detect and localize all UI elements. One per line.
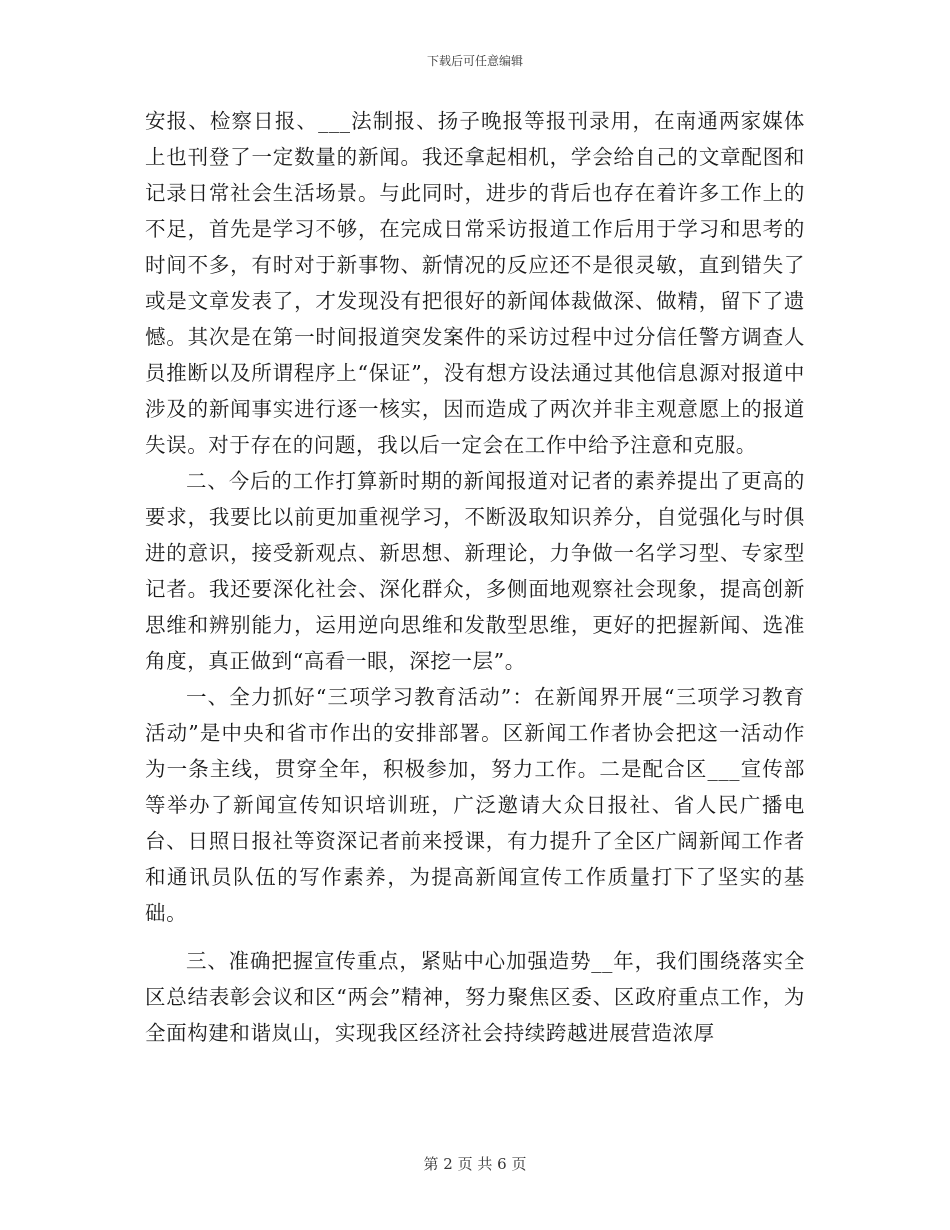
paragraph-3: 一、全力抓好“三项学习教育活动”：在新闻界开展“三项学习教育活动”是中央和省市作出的安排部署。区新闻工作者协会把这一活动作为一条主线，贯穿全年，积极参加，努力工作。二是配合区___宣传部等举办了新闻宣传知识培训班，广泛邀请大众日报社、省人民广播电台、日照日报社等资深记者前来授课，有力提升了全区广阔新闻工作者和通讯员队伍的写作素养，为提高新闻宣传工作质量打下了坚实的基础。 xyxy=(145,685,805,925)
page-number: 第 2 页 共 6 页 xyxy=(423,1155,527,1173)
paragraph-4: 三、准确把握宣传重点，紧贴中心加强造势__年，我们围绕落实全区总结表彰会议和区“两会”精神，努力聚焦区委、区政府重点工作，为全面构建和谐岚山，实现我区经济社会持续跨越进展营造浓厚 xyxy=(145,949,805,1045)
paragraph-1: 安报、检察日报、___法制报、扬子晚报等报刊录用，在南通两家媒体上也刊登了一定数量的新闻。我还拿起相机，学会给自己的文章配图和记录日常社会生活场景。与此同时，进步的背后也存在着许多工作上的不足，首先是学习不够，在完成日常采访报道工作后用于学习和思考的时间不多，有时对于新事物、新情况的反应还不是很灵敏，直到错失了或是文章发表了，才发现没有把很好的新闻体裁做深、做精，留下了遗憾。其次是在第一时间报道突发案件的采访过程中过分信任警方调查人员推断以及所谓程序上“保证”，没有想方设法通过其他信息源对报道中涉及的新闻事实进行逐一核实，因而造成了两次并非主观意愿上的报道失误。对于存在的问题，我以后一定会在工作中给予注意和克服。 xyxy=(145,109,805,457)
page-header: 下载后可任意编辑 xyxy=(426,54,523,68)
document-body xyxy=(145,103,805,1051)
paragraph-2: 二、今后的工作打算新时期的新闻报道对记者的素养提出了更高的要求，我要比以前更加重视学习，不断汲取知识养分，自觉强化与时俱进的意识，接受新观点、新思想、新理论，力争做一名学习型、专家型记者。我还要深化社会、深化群众，多侧面地观察社会现象，提高创新思维和辨别能力，运用逆向思维和发散型思维，更好的把握新闻、选准角度，真正做到“高看一眼，深挖一层”。 xyxy=(145,469,805,673)
